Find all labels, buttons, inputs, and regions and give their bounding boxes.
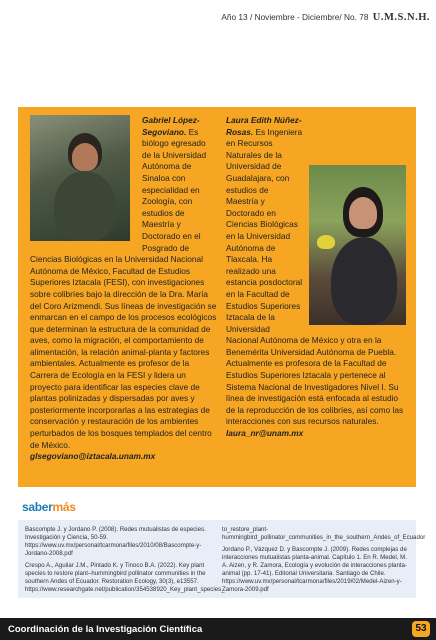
page-header [221,12,430,23]
author-photo-gabriel [30,115,130,241]
email-laura[interactable]: laura_nr@unam.mx [226,428,304,439]
institution-label: U.M.S.N.H. [372,12,430,23]
bio-right-text: Es Ingeniera en Recursos Naturales de la Universidad de Guadalajara, con estudios de Maestría y Doctorado en Ciencias Biológicas en la Universidad Autónoma de Tlaxcala. Ha realizado una estancia posdoctoral en la Facultad de Estudios Superiores Iztacala de la Universidad Nacional Autónoma de México y otra en la Benemérita Universidad Autónoma de Puebla. Actualmente es profesora de la Facultad de Estudios Superiores Iztacala y pertenece al Sistema Nacional de Investigadores Nivel I. Su línea de investigación está enfocada al estudio de la reproducción de los colibríes, así como las interacciones con sus recursos naturales. [226,126,404,427]
footer-bar [0,618,436,640]
sabermas-logo [22,500,76,514]
reference-item: Jordano P., Vázquez D. y Bascompte J. (2009). Redes complejas de interacciones mutualistas planta-animal. Capítulo 1. En R. Medel, M. A. Aizen, y R. Zamora, Ecología y evolución de interacciones planta-animal (pp. 17-41). Editorial Universitaria. Santiago de Chile. https://www.uv.mx/personal/tcarmona/files/2019/02/Medel-Aizen-y-Zamora-2009.pdf [222,546,407,593]
reference-item: Bascompte J. y Jordano P. (2008). Redes mutualistas de especies. Investigación y Ciencia, 50-59. https://www.uv.mx/personal/tcarmona/files/2010/08/Bascompte-y-Jordano-2008.pdf [25,526,206,557]
author-name-gabriel: Gabriel López-Segoviano. [142,115,200,137]
references-right-column [222,526,426,598]
bio-left-text: Es biólogo egresado de la Universidad Autónoma de Sinaloa con especialidad en Zoología, con estudios de Maestría y Doctorado en el Posgrado de Ciencias Biológicas en la Universidad Nacional Autónoma de México, Facultad de Estudios Superiores Iztacala (FESI), con investigaciones sobre colibríes bajo la dirección de la Dra. María del Coro Arizmendi. Sus líneas de investigación se enmarcan en el campo de los procesos ecológicos que determinan la estructura de la comunidad de aves, como la migración, el comportamiento de alimentación, la relación animal-planta y factores ambientales. Actualmente es profesor de la Carrera de Ecología en la FESI y lidera un proyecto para identificar las especies clave de plantas polinizadas y dispersadas por aves y posteriormente incorporarlas a las estrategias de conservación y restauración de los ambientes perturbados de los bosques templados del centro de México. [30,126,217,450]
bio-right-column [226,115,406,440]
logo-part-saber: saber [22,500,53,514]
references-box [18,520,426,598]
author-bios-box [18,107,416,487]
author-photo-laura [309,165,406,325]
logo-part-mas: más [52,500,76,514]
issue-label: Año 13 / Noviembre - Diciembre/ No. 78 [221,12,369,22]
reference-item: to_restore_plant-hummingbird_pollinator_communities_in_the_southern_Andes_of_Ecuador [222,526,426,541]
footer-label: Coordinación de la Investigación Científica [8,624,203,635]
references-left-column [25,526,225,598]
bio-left-column [30,115,217,463]
page-number: 53 [412,621,430,637]
email-gabriel[interactable]: glsegoviano@iztacala.unam.mx [30,451,156,462]
reference-item: Crespo A., Aguilar J.M., Pintado K. y Tinoco B.A. (2022). Key plant species to restore plant–hummingbird pollinator communities in the southern Andes of Ecuador. Restoration Ecology, 30(3), e13557. https://www.researchgate.net/publication/354538920_Key_plant_species_ [25,562,225,593]
author-name-laura: Laura Edith Núñez-Rosas. [226,115,302,137]
